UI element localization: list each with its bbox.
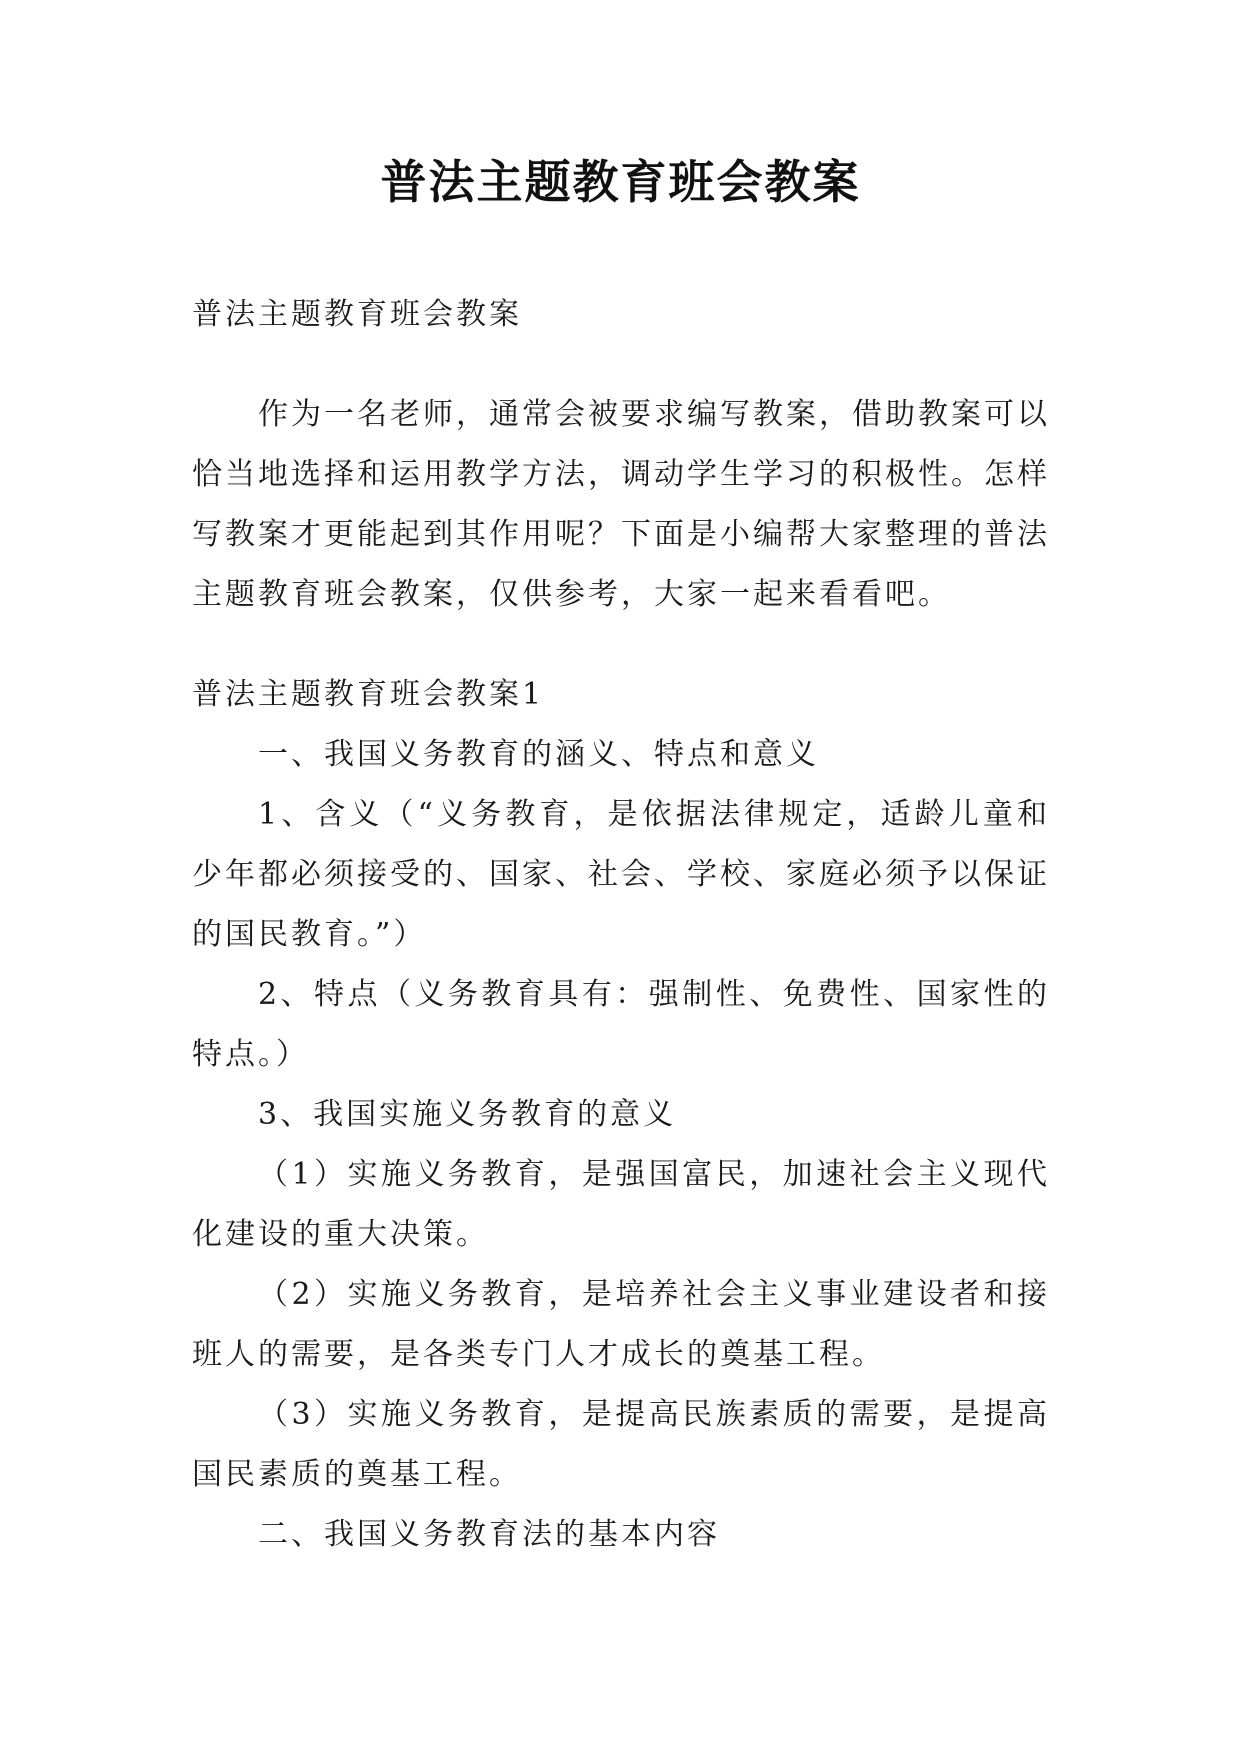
sub-item-1-paragraph: （1）实施义务教育，是强国富民，加速社会主义现代化建设的重大决策。 (192, 1157, 1050, 1252)
sub-item-3-paragraph: （3）实施义务教育，是提高民族素质的需要，是提高国民素质的奠基工程。 (192, 1397, 1050, 1492)
page-title: 普法主题教育班会教案 (380, 155, 861, 209)
section-heading: 普法主题教育班会教案1 (192, 677, 545, 712)
part-one-heading: 一、我国义务教育的涵义、特点和意义 (258, 737, 819, 772)
item-1-paragraph: 1、含义（“义务教育，是依据法律规定，适龄儿童和少年都必须接受的、国家、社会、学校、家庭必须予以保证的国民教育。”） (192, 797, 1050, 952)
document-subtitle: 普法主题教育班会教案 (192, 297, 522, 332)
sub-item-2-paragraph: （2）实施义务教育，是培养社会主义事业建设者和接班人的需要，是各类专门人才成长的奠基工程。 (192, 1277, 1050, 1372)
item-2-paragraph: 2、特点（义务教育具有：强制性、免费性、国家性的特点。） (192, 977, 1050, 1072)
part-two-heading: 二、我国义务教育法的基本内容 (258, 1517, 720, 1552)
document-body (192, 285, 1050, 1565)
item-3-paragraph: 3、我国实施义务教育的意义 (258, 1097, 677, 1132)
intro-paragraph: 作为一名老师，通常会被要求编写教案，借助教案可以恰当地选择和运用教学方法，调动学生学习的积极性。怎样写教案才更能起到其作用呢？下面是小编帮大家整理的普法主题教育班会教案，仅供参考，大家一起来看看吧。 (192, 397, 1050, 612)
